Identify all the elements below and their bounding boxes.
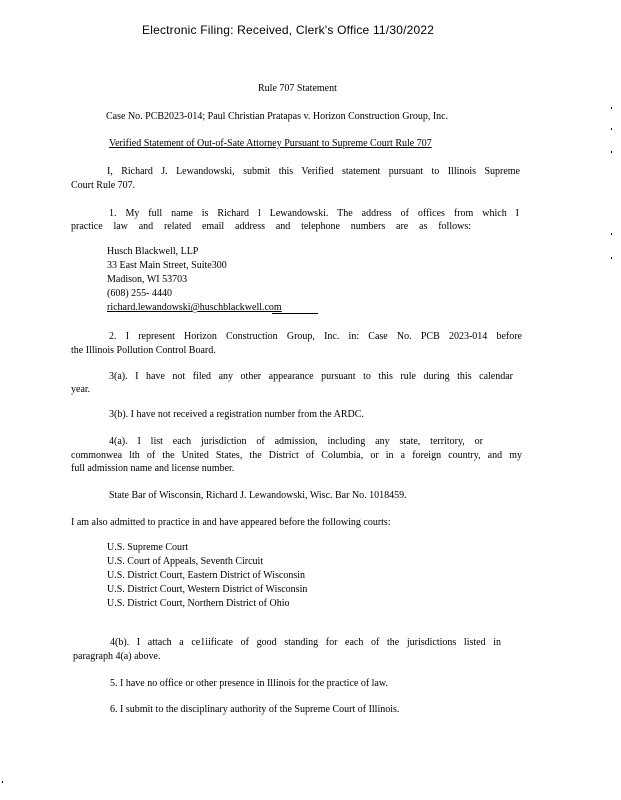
paragraph-4b-line-2: paragraph 4(a) above. — [73, 651, 161, 662]
margin-scan-mark — [2, 781, 3, 783]
court-item: U.S. Court of Appeals, Seventh Circuit — [107, 556, 264, 567]
paragraph-3b: 3(b). I have not received a registration number from the ARDC. — [109, 409, 364, 420]
intro-line-1: I, Richard J. Lewandowski, submit this Verified statement pursuant to Illinois Supreme — [107, 166, 520, 177]
margin-scan-mark — [611, 257, 612, 259]
court-item: U.S. District Court, Northern District of Ohio — [107, 598, 290, 609]
document-title: Rule 707 Statement — [258, 83, 337, 94]
paragraph-5: 5. I have no office or other presence in Illinois for the practice of law. — [110, 678, 388, 689]
margin-scan-mark — [611, 107, 612, 109]
also-admitted-line: I am also admitted to practice in and have appeared before the following courts: — [71, 517, 391, 528]
paragraph-1-line-2: practice law and related email address and telephone numbers are as follows: — [71, 221, 471, 232]
paragraph-3a-line-1: 3(a). I have not filed any other appearance pursuant to this rule during this calendar — [109, 371, 513, 382]
paragraph-4a-line-2: commonwea lth of the United States, the District of Columbia, or in a foreign country, and my — [71, 450, 522, 461]
paragraph-4b-line-1: 4(b). I attach a ce1iificate of good standing for each of the jurisdictions listed in — [110, 637, 501, 648]
phone-number: (608) 255- 4440 — [107, 288, 172, 299]
margin-scan-mark — [611, 128, 612, 130]
margin-scan-mark — [611, 151, 612, 153]
court-item: U.S. District Court, Eastern District of Wisconsin — [107, 570, 306, 581]
paragraph-4a-line-1: 4(a). I list each jurisdiction of admission, including any state, territory, or — [109, 436, 483, 447]
state-bar-line: State Bar of Wisconsin, Richard J. Lewandowski, Wisc. Bar No. 1018459. — [109, 490, 407, 501]
paragraph-2-line-2: the Illinois Pollution Control Board. — [71, 345, 216, 356]
case-caption: Case No. PCB2023-014; Paul Christian Pratapas v. Horizon Construction Group, Inc. — [106, 111, 449, 122]
filing-stamp-header: Electronic Filing: Received, Clerk's Office 11/30/2022 — [142, 23, 435, 37]
city-state-zip: Madison, WI 53703 — [107, 274, 188, 285]
paragraph-3a-line-2: year. — [71, 384, 91, 395]
paragraph-1-line-1: 1. My full name is Richard l Lewandowski. The address of offices from which I — [109, 208, 519, 219]
document-heading: Verified Statement of Out-of-Sate Attorney Pursuant to Supreme Court Rule 707 — [109, 138, 432, 149]
court-item: U.S. Supreme Court — [107, 542, 189, 553]
paragraph-2-line-1: 2. I represent Horizon Construction Group, Inc. in: Case No. PCB 2023-014 before — [109, 331, 522, 342]
court-item: U.S. District Court, Western District of Wisconsin — [107, 584, 308, 595]
margin-scan-mark — [611, 233, 612, 235]
paragraph-6: 6. I submit to the disciplinary authority of the Supreme Court of Illinois. — [110, 704, 400, 715]
intro-line-2: Court Rule 707. — [71, 180, 136, 191]
email-underline-extension — [272, 313, 318, 314]
paragraph-4a-line-3: full admission name and license number. — [71, 463, 235, 474]
street-address: 33 East Main Street, Suite300 — [107, 260, 227, 271]
firm-name: Husch Blackwell, LLP — [107, 246, 199, 257]
email-address: richard.lewandowski@huschblackwell.com — [107, 302, 282, 313]
